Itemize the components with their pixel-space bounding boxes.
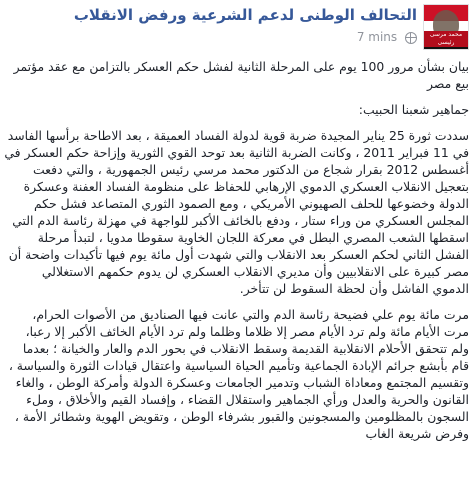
post-paragraph: سددت ثورة 25 يناير المجيدة ضربة قوية لدولة الفساد العميقة ، بعد الاطاحة برأسها الفاسد في 11 فبراير 2011 ، وكانت الضربة الثانية بعد توحد القوي الثورية وإزاحة حكم العسكر في أغسطس 2012 بقرار شجاع من الدكتور محمد مرسي رئيس الجمهورية ، والتي دفعت بتعجيل الانقلاب العسكري الدموي الإرهابي للحفاظ على منظومة الفساد العفنة وعسكرة الدولة وخضوعها للحلف الصهيوني الأمريكي ، ومع الصمود الثوري المتصاعد فشل حكم المجلس العسكري من وراء ستار ، ودفع بالخائف الأكبر للواجهة في مهزلة رئاسة الدم التي اسقطها الشعب المصري البطل في معركة اللجان الخاوية سقوطا مدويا ، لتبدأ مرحلة الفشل الثاني لحكم العسكر بعد الانقلاب والتي شهدت أول مائة يوم فيها تأكيدات واضحة أن مصر كبيرة على الانقلابيين وأن مديري الانقلاب العسكري لن يدوم حكمهم الاستغلالي الدموي الفاشل وأن لحظة السقوط لن تتأخر. (4, 128, 469, 296)
post-intro: بيان بشأن مرور 100 يوم على المرحلة الثانية لفشل حكم العسكر بالتزامن مع عقد مؤتمر بيع مصر (13, 59, 469, 91)
page-name-link[interactable]: التحالف الوطنى لدعم الشرعية ورفض الانقلاب (73, 6, 417, 24)
post-meta (357, 30, 417, 44)
post-header (0, 0, 475, 56)
globe-icon (405, 32, 417, 44)
avatar-caption: محمد مرسى رئيسى (424, 31, 468, 47)
post-body (4, 58, 469, 451)
page-avatar[interactable] (423, 4, 469, 50)
post-timestamp[interactable]: 7 mins (356, 30, 398, 44)
post-paragraph: مرت مائة يوم علي فضيحة رئاسة الدم والتي عانت فيها الصناديق من الأصوات الحرام، مرت الأيام مائة ولم ترد الأيام مصر إلا ظلاما وظلما ولم ترد الأيام الخائف الأكبر إلا رعبا، ولم تتحقق الأحلام الانقلابية القديمة وسقط الانقلاب في بحور الدم والعار والخيانة ؛ بعدما قام بأبشع جرائم الإبادة الجماعية وتأميم الحياة السياسية واعتقال قيادات الثورة والسياسة ، وتقسيم المجتمع ومعاداة الشباب وتدمير الجامعات وعسكرة الدولة وأمركة الوطن ، والغاء القانون والحرية والعدل ورأي الجماهير واستقلال القضاء ، وإفساد القيم والأخلاق ، وملء السجون بالمظلومين والمسجونين والقبور بشرفاء الوطن ، وتقويض الهوية وشطائر الأمة ، وفرض شريعة الغاب (8, 307, 469, 441)
post-greeting: جماهير شعبنا الحبيب: (358, 102, 469, 117)
